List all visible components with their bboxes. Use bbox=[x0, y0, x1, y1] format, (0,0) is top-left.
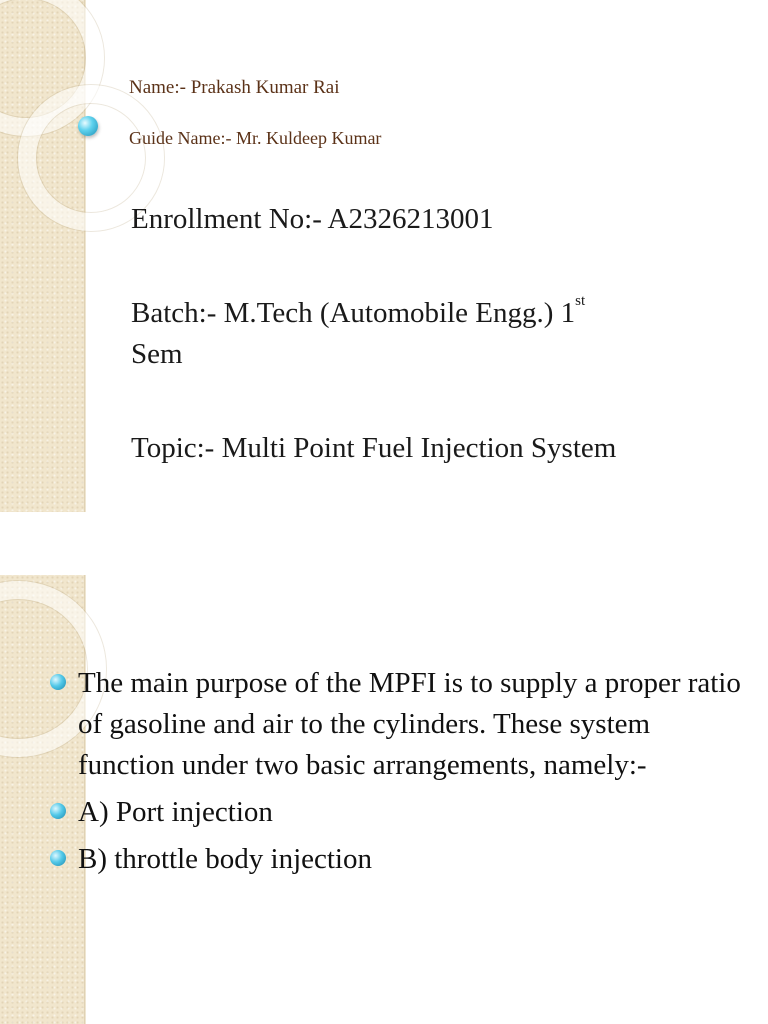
enrollment-number: Enrollment No:- A2326213001 bbox=[131, 203, 494, 235]
bullet-dot-icon bbox=[50, 850, 66, 866]
blue-orb-icon bbox=[78, 116, 98, 136]
bullet-dot-icon bbox=[50, 803, 66, 819]
bullet-dot-icon bbox=[50, 674, 66, 690]
bullet-text: A) Port injection bbox=[78, 796, 273, 828]
content-slide bbox=[0, 575, 768, 1024]
topic-line: Topic:- Multi Point Fuel Injection System bbox=[131, 432, 617, 464]
batch-line bbox=[131, 293, 586, 330]
slide-gap bbox=[0, 512, 768, 575]
list-item bbox=[50, 792, 750, 833]
bullet-text: B) throttle body injection bbox=[78, 843, 372, 875]
batch-semester: Sem bbox=[131, 338, 183, 370]
student-name: Name:- Prakash Kumar Rai bbox=[129, 77, 340, 98]
batch-ordinal: st bbox=[575, 293, 586, 309]
guide-name: Guide Name:- Mr. Kuldeep Kumar bbox=[129, 128, 382, 148]
batch-text: Batch:- M.Tech (Automobile Engg.) 1 bbox=[131, 297, 576, 329]
list-item bbox=[50, 663, 750, 786]
list-item bbox=[50, 839, 750, 880]
bullet-text: The main purpose of the MPFI is to supply a proper ratio of gasoline and air to the cylinders. These system function under two basic arrangements, namely:- bbox=[78, 667, 741, 781]
bullet-list bbox=[50, 663, 750, 886]
